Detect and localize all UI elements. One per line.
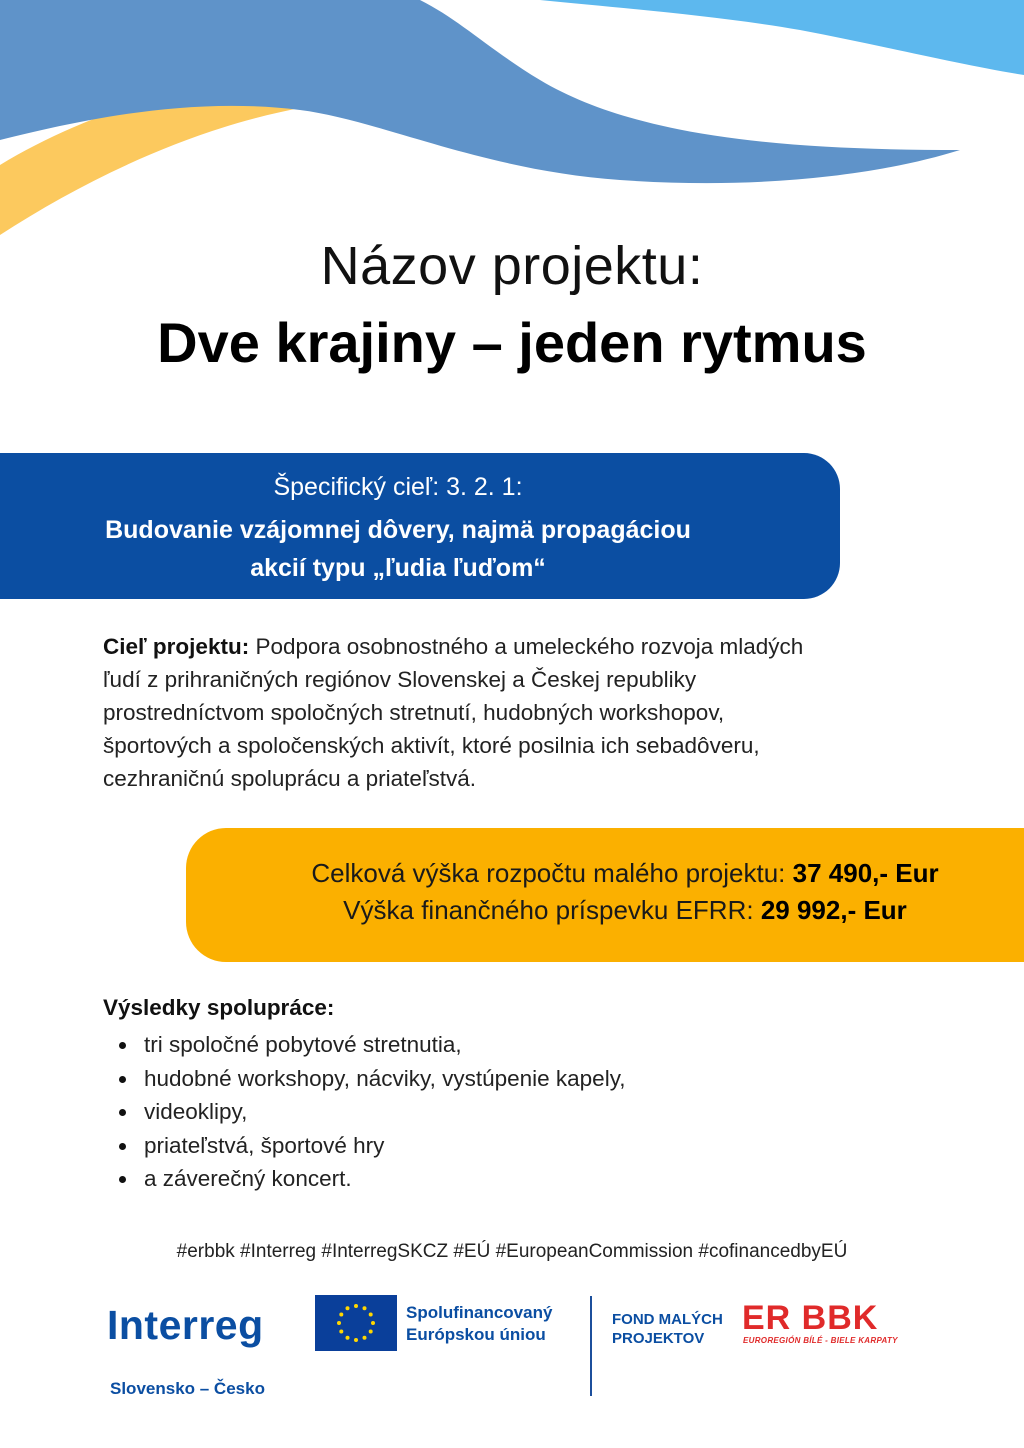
list-item: tri spoločné pobytové stretnutia, — [103, 1028, 626, 1062]
hashtags: #erbbk #Interreg #InterregSKCZ #EÚ #EuropeanCommission #cofinancedbyEÚ — [176, 1241, 848, 1262]
efrr-value: 29 992,- Eur — [760, 895, 907, 925]
project-aim — [103, 630, 923, 795]
list-item: a záverečný koncert. — [103, 1162, 626, 1196]
interreg-region: Slovensko – Česko — [110, 1379, 265, 1398]
total-budget — [186, 858, 1024, 889]
decorative-waves — [0, 0, 1024, 240]
results-title: Výsledky spolupráce: — [103, 995, 335, 1020]
eu-line1: Spolufinancovaný — [406, 1303, 553, 1322]
project-title — [0, 228, 1024, 382]
fund-line1: FOND MALÝCH — [612, 1311, 723, 1328]
small-projects-fund — [612, 1310, 723, 1348]
efrr-contribution — [186, 895, 1024, 926]
total-budget-value: 37 490,- Eur — [792, 858, 939, 888]
aim-line: prostredníctvom spoločných stretnutí, hudobných workshopov, — [103, 700, 725, 725]
budget-box — [186, 828, 1024, 962]
eu-cofinanced-text — [406, 1302, 552, 1346]
list-item: priateľstvá, športové hry — [103, 1129, 626, 1163]
aim-line: cezhraničnú spoluprácu a priateľstvá. — [103, 766, 477, 791]
total-budget-label: Celková výška rozpočtu malého projektu: — [311, 858, 786, 888]
aim-first-line — [103, 630, 923, 663]
title-prefix: Názov projektu: — [320, 236, 704, 296]
eu-line2: Európskou úniou — [406, 1325, 546, 1344]
specific-goal-line2: akcií typu „ľudia ľuďom“ — [250, 554, 546, 582]
specific-goal-line1: Budovanie vzájomnej dôvery, najmä propagáciou — [105, 516, 691, 544]
list-item: videoklipy, — [103, 1095, 626, 1129]
eu-flag-icon — [315, 1295, 397, 1351]
fund-line2: PROJEKTOV — [612, 1330, 705, 1347]
aim-line: ľudí z prihraničných regiónov Slovenskej a Českej republiky — [103, 667, 697, 692]
aim-label: Cieľ projektu: — [103, 634, 250, 659]
divider — [590, 1296, 592, 1396]
footer-logos — [0, 1290, 1024, 1410]
list-item: hudobné workshopy, nácviky, vystúpenie kapely, — [103, 1062, 626, 1096]
specific-goal-text — [0, 511, 796, 587]
specific-goal-box — [0, 453, 840, 599]
title-main: Dve krajiny – jeden rytmus — [157, 311, 867, 374]
aim-text: Podpora osobnostného a umeleckého rozvoja mladých — [255, 634, 804, 659]
efrr-label: Výška finančného príspevku EFRR: — [343, 895, 754, 925]
aim-line: športových a spoločenských aktivít, ktoré posilnia ich sebadôveru, — [103, 733, 760, 758]
erbbk-logo: ER BBK — [742, 1299, 879, 1337]
interreg-logo: Interreg — [107, 1302, 264, 1348]
erbbk-subtitle: EUROREGIÓN BÍLÉ - BIELE KARPATY — [743, 1336, 898, 1345]
specific-goal-label: Špecifický cieľ: 3. 2. 1: — [273, 473, 523, 501]
results-list — [103, 1028, 626, 1196]
